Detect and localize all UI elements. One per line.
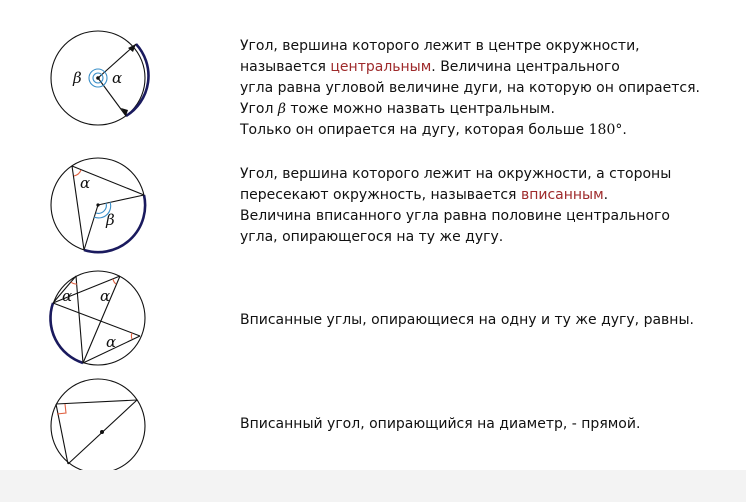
label-alpha: α: [112, 69, 123, 87]
term-central: центральным: [330, 59, 432, 75]
paragraph-diameter-angle: [240, 414, 700, 435]
inscribed-angle-diagram: [48, 155, 158, 265]
text-line: угла, опирающегося на ту же дугу.: [240, 229, 504, 245]
text-line: пересекают окружность, называется вписанным.: [240, 187, 609, 203]
equal-angles-diagram: [48, 268, 158, 378]
label-beta: β: [106, 211, 115, 229]
value-180: 180°: [588, 122, 623, 138]
label-alpha-1: α: [62, 287, 73, 305]
label-alpha-3: α: [106, 333, 117, 351]
text-line: называется центральным. Величина центрального: [240, 59, 620, 75]
chord-a2: [76, 276, 83, 363]
paragraph-equal-angles: [240, 310, 700, 331]
figure-inscribed-angle: [48, 155, 158, 265]
bottom-band: [0, 470, 746, 502]
center-point: [100, 430, 104, 434]
text-line: угла равна угловой величине дуги, на которую он опирается.: [240, 80, 700, 96]
chord-1: [56, 400, 137, 404]
center-point: [96, 203, 99, 206]
label-beta: β: [73, 69, 82, 87]
circle: [51, 379, 145, 473]
paragraph-inscribed-angle: [240, 164, 700, 248]
figure-central-angle: [48, 28, 158, 138]
figure-equal-inscribed-angles: [48, 268, 158, 378]
term-inscribed: вписанным: [520, 187, 604, 203]
angle-mark-alpha-2: [113, 279, 116, 284]
label-alpha-2: α: [100, 287, 111, 305]
paragraph-central-angle: [240, 36, 700, 141]
text-line: Угол, вершина которого лежит на окружности, а стороны: [240, 166, 672, 182]
text-line: Только он опирается на дугу, которая больше 180°.: [240, 122, 627, 138]
text-line: Угол β тоже можно назвать центральным.: [240, 101, 555, 117]
angle-mark-alpha-3: [131, 333, 132, 339]
central-angle-diagram: [48, 28, 158, 138]
label-alpha: α: [80, 174, 91, 192]
right-angle-mark: [57, 404, 66, 414]
text-line: Величина вписанного угла равна половине центрального: [240, 208, 670, 224]
text-line: Угол, вершина которого лежит в центре окружности,: [240, 38, 640, 54]
center-point: [96, 76, 100, 80]
text-line: Вписанный угол, опирающийся на диаметр, - прямой.: [240, 416, 641, 432]
symbol-beta: β: [277, 101, 286, 117]
radius-2: [84, 205, 98, 250]
text-line: Вписанные углы, опирающиеся на одну и ту же дугу, равны.: [240, 312, 694, 328]
radius-1: [98, 195, 144, 205]
